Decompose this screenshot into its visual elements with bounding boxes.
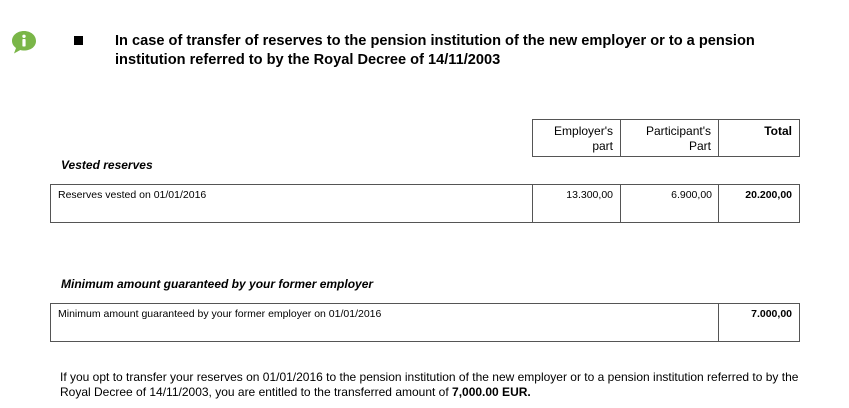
minimum-amount-title: Minimum amount guaranteed by your former employer <box>61 277 374 291</box>
bullet-square-icon <box>74 36 83 45</box>
vested-employer-value: 13.300,00 <box>566 189 613 201</box>
info-icon[interactable] <box>10 29 38 55</box>
header-divider <box>718 119 719 157</box>
row-divider <box>532 184 533 223</box>
header-divider <box>620 119 621 157</box>
section-heading: In case of transfer of reserves to the pension institution of the new employer or to a pension institution referred to by the Royal Decree of 14/11/2003 <box>115 33 755 68</box>
transfer-note-text: If you opt to transfer your reserves on 01/01/2016 to the pension institution of the new employer or to a pension institution referred to by the Royal Decree of 14/11/2003, you are entitled to the transferred amount of <box>60 370 799 399</box>
minimum-total-value: 7.000,00 <box>751 308 792 320</box>
transfer-amount: 7,000.00 EUR. <box>452 385 531 399</box>
vested-reserves-title: Vested reserves <box>61 158 153 172</box>
participant-part-header: Participant's Part <box>646 124 711 153</box>
row-divider <box>620 184 621 223</box>
transfer-note <box>60 370 820 400</box>
row-divider <box>718 303 719 342</box>
vested-total-value: 20.200,00 <box>745 189 792 201</box>
minimum-row-label: Minimum amount guaranteed by your former employer on 01/01/2016 <box>58 308 382 320</box>
vested-row-label: Reserves vested on 01/01/2016 <box>58 189 207 201</box>
total-header: Total <box>764 124 792 138</box>
vested-participant-value: 6.900,00 <box>671 189 712 201</box>
row-divider <box>718 184 719 223</box>
employer-part-header: Employer's part <box>554 124 613 153</box>
